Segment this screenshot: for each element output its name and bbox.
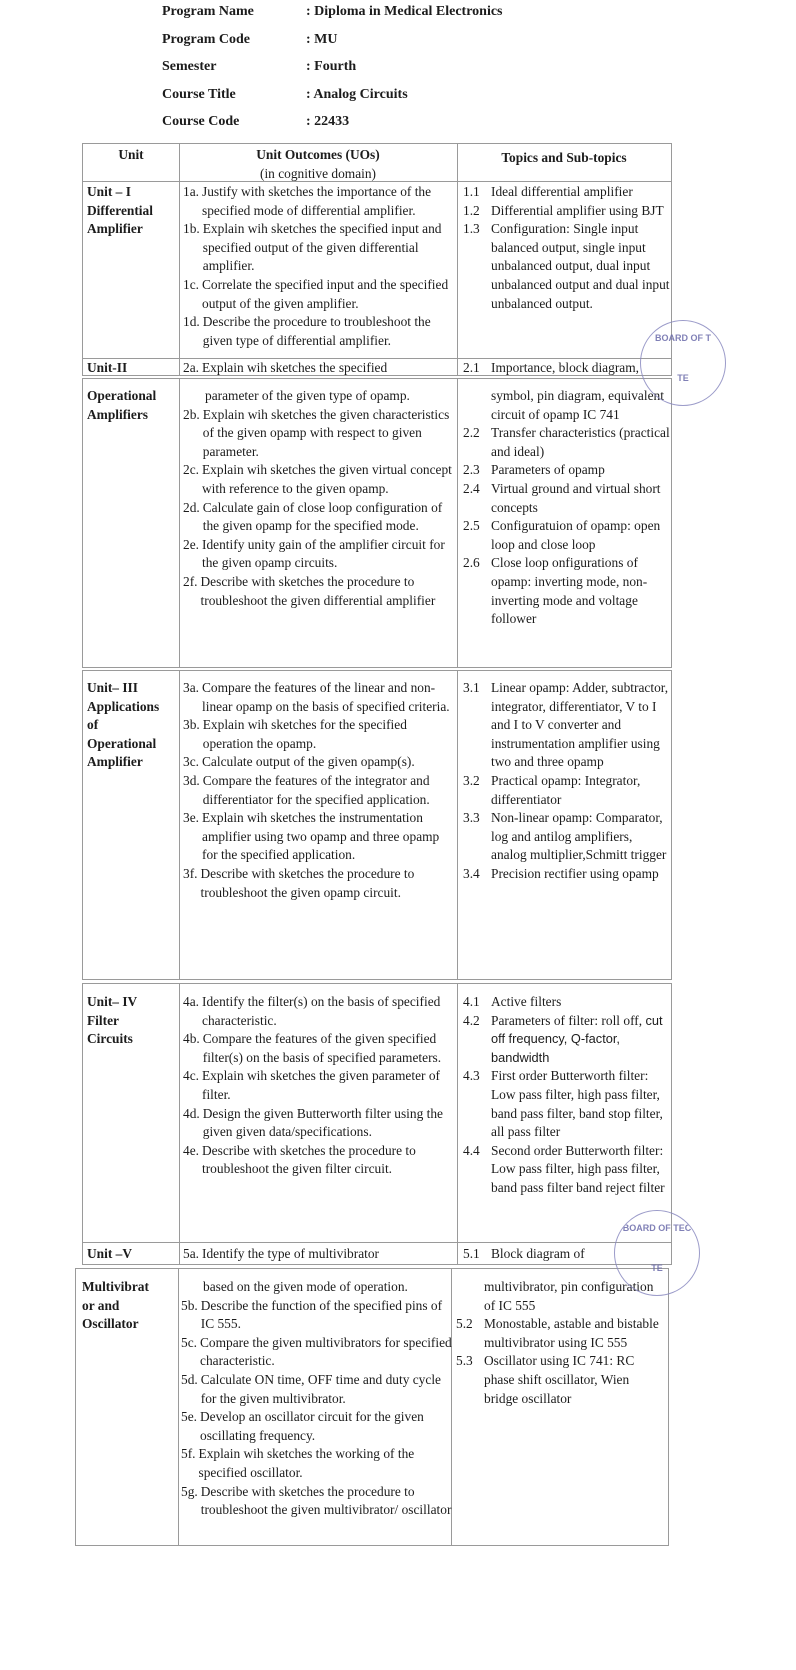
- topic-text: Ideal differential amplifier: [491, 184, 633, 199]
- outcome-item: [183, 183, 453, 220]
- outcome-text: Calculate gain of close loop configuration of the given opamp for the specified mode.: [202, 499, 443, 534]
- topic-text: Precision rectifier using opamp: [491, 865, 659, 881]
- topic-num: 2.5: [463, 518, 480, 534]
- outcome-text: Describe with sketches the procedure to troubleshoot the given differential amplifier: [200, 573, 436, 608]
- outcome-item: [183, 865, 453, 902]
- outcome-item: [183, 1067, 453, 1104]
- header-row: [162, 4, 503, 32]
- topic-text: Close loop onfigurations of opamp: inverting mode, non-inverting mode and voltage follower: [491, 555, 648, 627]
- topic-num: 2.1: [463, 360, 480, 375]
- unit-2-cell-cont: Operational Amplifiers: [87, 388, 157, 422]
- outcome-num: 2c.: [183, 462, 199, 478]
- stamp-text: BOARD OF TEC: [622, 1223, 692, 1233]
- topic-text: Linear opamp: Adder, subtractor, integrator, differentiator, V to I and I to V converter and instrumentation amplifier using two and three opamp: [491, 680, 669, 770]
- outcome-item: [183, 993, 453, 1030]
- topic-item: [463, 1012, 670, 1068]
- topic-num: 1.2: [463, 202, 480, 218]
- topic-item: [463, 220, 670, 313]
- topic-text: Differential amplifier using BJT: [491, 202, 664, 218]
- topic-num: 1.3: [463, 221, 480, 237]
- unit-2-topics: [463, 387, 670, 629]
- topic-num: 2.2: [463, 425, 480, 441]
- outcome-num: 1d.: [183, 314, 200, 330]
- outcome-num: 5d.: [181, 1371, 198, 1387]
- outcome-text: Explain wih sketches the specified input and specified output of the given differential amplifier.: [202, 221, 442, 274]
- outcome-text: Identify the filter(s) on the basis of specified characteristic.: [202, 994, 441, 1028]
- outcome-num: 5g.: [181, 1483, 198, 1499]
- unit-5-first-outcome: [183, 1245, 453, 1264]
- outcome-item: [183, 276, 453, 313]
- topic-item: [463, 554, 670, 628]
- topic-text: Configuratuion of opamp: open loop and close loop: [491, 518, 661, 552]
- header-value: : MU: [306, 31, 338, 47]
- outcome-text: Identify the type of multivibrator: [202, 1246, 380, 1261]
- outcome-item: [183, 1142, 453, 1179]
- outcome-item: [183, 536, 453, 573]
- outcome-text: Explain wih sketches the given parameter of filter.: [202, 1068, 440, 1102]
- unit-2-first-outcome: [183, 359, 453, 378]
- topic-text: Second order Butterworth filter: Low pass filter, high pass filter, band pass filter band reject filter: [491, 1142, 665, 1195]
- header-value: : 22433: [306, 114, 350, 129]
- outcome-num: 2a.: [183, 360, 199, 375]
- outcome-item: [183, 406, 453, 462]
- topic-text: Oscillator using IC 741: RC phase shift oscillator, Wien bridge oscillator: [484, 1353, 635, 1406]
- topic-text-part: Parameters of filter: roll off,: [491, 1012, 643, 1028]
- topic-num: 3.3: [463, 810, 480, 826]
- header-label: Program Code: [162, 31, 250, 47]
- outcome-item: [181, 1334, 453, 1371]
- outcome-num: 4a.: [183, 994, 199, 1009]
- outcome-text: Identify unity gain of the amplifier circuit for the given opamp circuits.: [202, 536, 445, 571]
- outcome-text: Compare the features of the linear and non-linear opamp on the basis of specified criteria.: [202, 680, 450, 714]
- header-outcomes-title: Unit Outcomes (UOs): [256, 147, 380, 162]
- unit-5-cell-cont: Multivibrat or and Oscillator: [82, 1279, 149, 1332]
- unit-5-cell: Unit –V: [87, 1246, 133, 1261]
- topic-text: Configuration: Single input balanced output, single input unbalanced output, dual input unbalanced output and dual input unbalanced output.: [491, 221, 670, 311]
- topic-text: Practical opamp: Integrator, differentiator: [491, 772, 641, 807]
- outcome-text: Calculate ON time, OFF time and duty cycle for the given multivibrator.: [200, 1371, 441, 1406]
- header-outcomes: [180, 146, 456, 183]
- unit-4-outcomes: [183, 993, 453, 1179]
- outcome-num: 4e.: [183, 1142, 199, 1158]
- topic-item: [463, 461, 670, 480]
- unit-4-topics: [463, 993, 670, 1198]
- topic-text: Virtual ground and virtual short concepts: [491, 480, 661, 515]
- outcome-num: 3d.: [183, 772, 200, 788]
- topic-text: [491, 1012, 670, 1068]
- outcome-continuation: parameter of the given type of opamp.: [205, 388, 410, 403]
- unit-2-cell: Unit-II: [87, 360, 128, 375]
- outcome-num: 4c.: [183, 1068, 199, 1084]
- topic-item: [463, 424, 670, 461]
- outcome-num: 4d.: [183, 1105, 200, 1121]
- outcome-item: [183, 313, 453, 350]
- outcome-item: [181, 1408, 453, 1445]
- topic-item: [463, 993, 670, 1012]
- outcome-text: Describe the function of the specified pins of IC 555.: [200, 1297, 443, 1332]
- header-label: Course Code: [162, 114, 240, 129]
- header-row: [162, 87, 503, 115]
- topic-item: [463, 202, 670, 221]
- outcome-num: 5f.: [181, 1446, 196, 1462]
- unit-2-first-topic: [463, 359, 670, 378]
- outcome-item: [183, 1105, 453, 1142]
- outcome-continuation: based on the given mode of operation.: [203, 1279, 408, 1294]
- outcome-item: [183, 220, 453, 276]
- outcome-text: Compare the given multivibrators for specified characteristic.: [200, 1334, 452, 1369]
- outcome-item: [183, 753, 453, 772]
- topic-num: 5.1: [463, 1246, 480, 1261]
- unit-3-cell: Unit– III Applications of Operational Amplifier: [87, 680, 160, 770]
- outcome-text: Develop an oscillator circuit for the given oscillating frequency.: [200, 1409, 424, 1443]
- topic-text: Transfer characteristics (practical and ideal): [491, 425, 670, 459]
- outcome-item: [183, 499, 453, 536]
- unit-1-cell: Unit – I Differential Amplifier: [87, 184, 153, 237]
- outcome-num: 1a.: [183, 184, 199, 199]
- topic-num: 4.1: [463, 994, 480, 1009]
- topic-num: 4.3: [463, 1068, 480, 1084]
- outcome-text: Explain wih sketches the working of the specified oscillator.: [198, 1446, 415, 1480]
- topic-num: 5.2: [456, 1316, 473, 1332]
- topic-item: [463, 1142, 670, 1198]
- outcome-text: Compare the features of the given specified filter(s) on the basis of specified parameters.: [202, 1031, 442, 1065]
- outcome-item: [183, 573, 453, 610]
- outcome-text: Describe with sketches the procedure to troubleshoot the given opamp circuit.: [200, 865, 415, 900]
- outcome-num: 5e.: [181, 1409, 197, 1425]
- topic-num: 3.2: [463, 772, 480, 788]
- outcome-num: 2d.: [183, 499, 200, 515]
- outcome-num: 3e.: [183, 810, 199, 826]
- outcome-text: Describe with sketches the procedure to troubleshoot the given filter circuit.: [202, 1142, 416, 1177]
- outcome-item: [181, 1445, 453, 1482]
- outcome-item: [183, 772, 453, 809]
- unit-5-topics: [456, 1278, 666, 1408]
- unit-1-topics: [463, 183, 670, 313]
- outcome-num: 2b.: [183, 406, 200, 422]
- topic-num: 2.4: [463, 480, 480, 496]
- outcome-num: 3c.: [183, 754, 199, 770]
- outcome-item: [181, 1297, 453, 1334]
- outcome-num: 1b.: [183, 221, 200, 237]
- outcome-num: 1c.: [183, 276, 199, 292]
- course-header: [162, 4, 503, 142]
- header-row: [162, 59, 503, 87]
- outcome-num: 3a.: [183, 680, 199, 695]
- unit-2-outcomes: [183, 387, 453, 610]
- outcome-item: [181, 1483, 453, 1520]
- topic-num: 5.3: [456, 1353, 473, 1369]
- topic-item: [463, 1067, 670, 1141]
- topic-num: 2.3: [463, 462, 480, 478]
- outcome-num: 2e.: [183, 536, 199, 552]
- outcome-text: Explain wih sketches the given virtual concept with reference to the given opamp.: [202, 462, 452, 496]
- outcome-text: Justify with sketches the importance of the specified mode of differential amplifier.: [202, 184, 432, 218]
- topic-continuation: symbol, pin diagram, equivalent circuit of opamp IC 741: [491, 388, 664, 422]
- outcome-num: 3b.: [183, 717, 200, 733]
- topic-num: 3.1: [463, 680, 480, 695]
- header-row: [162, 32, 503, 60]
- topic-num: 4.2: [463, 1012, 480, 1028]
- topic-text: Importance, block diagram,: [491, 360, 639, 375]
- unit-3-outcomes: [183, 679, 453, 902]
- outcome-text: Compare the features of the integrator and differentiator for the specified application.: [202, 772, 430, 807]
- outcome-item: [183, 716, 453, 753]
- topic-item: [456, 1315, 666, 1352]
- topic-item: [463, 865, 670, 884]
- topic-item: [463, 679, 670, 772]
- topic-continuation: multivibrator, pin configuration of IC 555: [484, 1279, 654, 1313]
- topic-text: Monostable, astable and bistable multivibrator using IC 555: [484, 1316, 659, 1350]
- topic-text: First order Butterworth filter: Low pass filter, high pass filter, band pass filter, band stop filter, all pass filter: [491, 1068, 663, 1140]
- header-topics: Topics and Sub-topics: [501, 150, 627, 165]
- topic-num: 2.6: [463, 555, 480, 571]
- board-stamp-2: [614, 1210, 700, 1296]
- outcome-num: 5b.: [181, 1297, 198, 1313]
- outcome-num: 2f.: [183, 573, 198, 589]
- outcome-item: [183, 461, 453, 498]
- outcome-item: [183, 679, 453, 716]
- header-label: Semester: [162, 59, 217, 74]
- topic-num: 1.1: [463, 184, 480, 199]
- outcome-text: Correlate the specified input and the specified output of the given amplifier.: [202, 276, 449, 311]
- outcome-text: Design the given Butterworth filter using the given given data/specifications.: [202, 1105, 443, 1140]
- header-label: Course Title: [162, 86, 236, 102]
- outcome-num: 4b.: [183, 1031, 200, 1047]
- outcome-text: Describe the procedure to troubleshoot the given type of differential amplifier.: [202, 314, 431, 348]
- outcome-text: Explain wih sketches the given characteristics of the given opamp with respect to given parameter.: [202, 406, 450, 459]
- stamp-text: BOARD OF T: [655, 333, 711, 343]
- topic-num: 3.4: [463, 865, 480, 881]
- board-stamp-1: [640, 320, 726, 406]
- topic-item: [463, 809, 670, 865]
- topic-item: [456, 1352, 666, 1408]
- unit-1-outcomes: [183, 183, 453, 350]
- stamp-text: TE: [677, 373, 689, 383]
- topic-text-sans: cut off frequency, Q-factor, bandwidth: [491, 1012, 663, 1065]
- outcome-text: Calculate output of the given opamp(s).: [202, 754, 415, 770]
- outcome-text: Explain wih sketches the instrumentation amplifier using two opamp and three opamp for the specified application.: [202, 810, 440, 863]
- header-value: : Fourth: [306, 59, 357, 74]
- unit-3-topics: [463, 679, 670, 884]
- topic-item: [463, 772, 670, 809]
- topic-item: [463, 183, 670, 202]
- outcome-item: [183, 809, 453, 865]
- topic-text: Parameters of opamp: [491, 462, 605, 478]
- topic-text: Active filters: [491, 994, 562, 1009]
- outcome-num: 3f.: [183, 865, 198, 881]
- outcome-num: 5a.: [183, 1246, 199, 1261]
- outcome-text: Explain wih sketches the specified: [202, 360, 388, 375]
- unit-5-outcomes: [181, 1278, 453, 1520]
- header-value: : Diploma in Medical Electronics: [306, 4, 503, 19]
- outcome-text: Describe with sketches the procedure to troubleshoot the given multivibrator/ oscillator: [200, 1483, 452, 1518]
- topic-item: [463, 517, 670, 554]
- header-label: Program Name: [162, 4, 254, 19]
- topic-text: Block diagram of: [491, 1246, 585, 1261]
- header-outcomes-sub: (in cognitive domain): [259, 165, 377, 181]
- header-row: [162, 114, 503, 142]
- outcome-text: Explain wih sketches for the specified operation the opamp.: [202, 717, 407, 751]
- header-value: : Analog Circuits: [306, 86, 408, 102]
- unit-4-cell: Unit– IV Filter Circuits: [87, 994, 138, 1047]
- outcome-item: [181, 1371, 453, 1408]
- header-unit: Unit: [118, 147, 144, 162]
- stamp-text: TE: [651, 1263, 663, 1273]
- outcome-item: [183, 1030, 453, 1067]
- outcome-num: 5c.: [181, 1334, 197, 1350]
- topic-item: [463, 480, 670, 517]
- topic-text: Non-linear opamp: Comparator, log and antilog amplifiers, analog multiplier,Schmitt trigger: [491, 810, 667, 863]
- topic-num: 4.4: [463, 1142, 480, 1158]
